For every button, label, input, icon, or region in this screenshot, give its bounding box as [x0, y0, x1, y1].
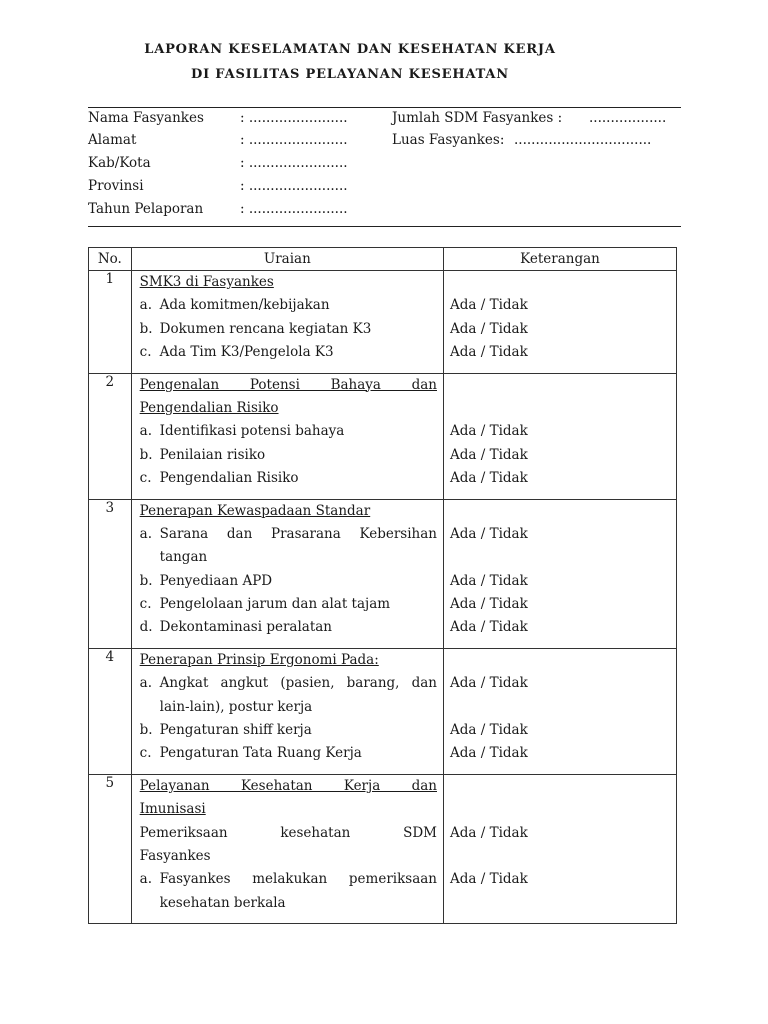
uraian-cell	[131, 373, 443, 499]
table-row	[89, 499, 677, 648]
cell-padding	[132, 365, 443, 373]
row-number: 3	[89, 499, 132, 648]
status-value: Ada / Tidak	[450, 871, 528, 888]
header-rule-bottom	[88, 226, 681, 227]
section-title: Pengenalan Potensi Bahaya dan	[139, 376, 437, 393]
keterangan-cell	[444, 648, 677, 774]
status-value: Ada / Tidak	[450, 619, 528, 636]
header-no: No.	[89, 248, 132, 271]
keterangan-spacer	[444, 775, 676, 798]
list-item	[132, 318, 443, 341]
table-row	[89, 648, 677, 774]
section-title: Penerapan Prinsip Ergonomi Pada:	[139, 651, 379, 668]
section-title: Imunisasi	[139, 801, 206, 818]
list-item	[132, 444, 443, 467]
list-marker: a.	[139, 675, 152, 692]
document-title-line-2: DI FASILITAS PELAYANAN KESEHATAN	[191, 67, 509, 82]
uraian-cell	[131, 499, 443, 648]
list-item-text: lain-lain), postur kerja	[159, 698, 313, 715]
cell-padding	[444, 491, 676, 499]
list-marker: a.	[139, 297, 152, 314]
status-value: Ada / Tidak	[450, 675, 528, 692]
uraian-cell	[131, 648, 443, 774]
table-row	[89, 373, 677, 499]
status-value: Ada / Tidak	[450, 446, 528, 463]
keterangan-cell	[444, 373, 677, 499]
list-item-text: Penilaian risiko	[159, 446, 266, 463]
list-item-text: Identifikasi potensi bahaya	[159, 423, 345, 440]
status-value: Ada / Tidak	[450, 525, 528, 542]
header-rule-top	[88, 107, 681, 108]
info-row	[392, 110, 682, 130]
list-marker: c.	[139, 344, 152, 361]
cell-padding	[132, 491, 443, 499]
info-label: Provinsi	[88, 178, 144, 194]
keterangan-spacer	[444, 798, 676, 821]
list-marker: a.	[139, 423, 152, 440]
keterangan-spacer	[444, 546, 676, 569]
row-number: 4	[89, 648, 132, 774]
list-marker: d.	[139, 619, 153, 636]
section-title: Penerapan Kewaspadaan Standar	[139, 502, 371, 519]
keterangan-spacer	[444, 374, 676, 397]
section-title: Pengendalian Risiko	[139, 399, 279, 416]
info-label: Jumlah SDM Fasyankes :	[392, 110, 563, 126]
keterangan-cell	[444, 499, 677, 648]
keterangan-spacer	[444, 649, 676, 672]
info-row	[88, 132, 378, 152]
info-value: : .......................	[240, 132, 348, 148]
list-item	[132, 341, 443, 364]
table-row	[89, 271, 677, 374]
info-label: Kab/Kota	[88, 155, 151, 171]
info-row	[392, 132, 682, 152]
list-marker: b.	[139, 446, 153, 463]
row-number: 5	[89, 774, 132, 923]
info-value: : .......................	[240, 201, 348, 217]
status-value: Ada / Tidak	[450, 745, 528, 762]
uraian-cell	[131, 774, 443, 923]
list-item	[132, 570, 443, 593]
list-marker: a.	[139, 525, 152, 542]
header-uraian: Uraian	[131, 248, 443, 271]
list-marker: b.	[139, 572, 153, 589]
status-value: Ada / Tidak	[450, 470, 528, 487]
keterangan-spacer	[444, 271, 676, 294]
list-item	[132, 672, 443, 695]
list-item-text: kesehatan berkala	[159, 894, 286, 911]
status-value: Ada / Tidak	[450, 596, 528, 613]
cell-padding	[132, 915, 443, 923]
row-number: 2	[89, 373, 132, 499]
info-value: : .......................	[240, 178, 348, 194]
info-value: ..................	[589, 110, 667, 126]
cell-padding	[132, 640, 443, 648]
list-item	[132, 616, 443, 639]
list-item-text: Angkat angkut (pasien, barang, dan	[159, 675, 437, 692]
list-marker: a.	[139, 871, 152, 888]
list-item	[132, 868, 443, 891]
section-title: Pelayanan Kesehatan Kerja dan	[139, 777, 437, 794]
list-marker: b.	[139, 320, 153, 337]
list-item-text: Fasyankes	[139, 847, 211, 864]
list-marker: c.	[139, 596, 152, 613]
list-item	[132, 420, 443, 443]
cell-padding	[132, 766, 443, 774]
keterangan-spacer	[444, 845, 676, 868]
cell-padding	[444, 365, 676, 373]
list-item	[132, 467, 443, 490]
table-header-row	[89, 248, 677, 271]
list-item-text: Sarana dan Prasarana Kebersihan	[159, 525, 437, 542]
keterangan-cell	[444, 271, 677, 374]
uraian-cell	[131, 271, 443, 374]
info-row	[88, 110, 378, 130]
status-value: Ada / Tidak	[450, 572, 528, 589]
list-item	[132, 593, 443, 616]
keterangan-spacer	[444, 500, 676, 523]
list-item-text: tangan	[159, 549, 208, 566]
list-item-text: Ada Tim K3/Pengelola K3	[159, 344, 334, 361]
cell-padding	[444, 766, 676, 774]
report-table	[88, 247, 677, 924]
table-row	[89, 774, 677, 923]
info-row	[88, 201, 378, 221]
info-value: : .......................	[240, 110, 348, 126]
list-item	[132, 719, 443, 742]
row-number: 1	[89, 271, 132, 374]
list-item	[132, 294, 443, 317]
status-value: Ada / Tidak	[450, 423, 528, 440]
info-row	[88, 178, 378, 198]
list-item-text: Ada komitmen/kebijakan	[159, 297, 330, 314]
section-title: SMK3 di Fasyankes	[139, 274, 274, 290]
list-item-text: Penyediaan APD	[159, 572, 273, 589]
list-item-text: Dokumen rencana kegiatan K3	[159, 320, 372, 337]
list-item-text: Pengendalian Risiko	[159, 470, 299, 487]
info-label: Tahun Pelaporan	[88, 201, 204, 217]
list-marker: b.	[139, 722, 153, 739]
info-row	[88, 155, 378, 175]
list-item-text: Pengaturan shiff kerja	[159, 722, 312, 739]
list-item-text: Pengaturan Tata Ruang Kerja	[159, 745, 362, 762]
status-value: Ada / Tidak	[450, 344, 528, 361]
info-value: : .......................	[240, 155, 348, 171]
cell-padding	[444, 640, 676, 648]
cell-padding	[444, 915, 676, 923]
info-label: Nama Fasyankes	[88, 110, 204, 126]
list-item-text: Fasyankes melakukan pemeriksaan	[159, 871, 437, 888]
info-label: Luas Fasyankes:	[392, 132, 505, 148]
status-value: Ada / Tidak	[450, 824, 528, 841]
list-item	[132, 523, 443, 546]
status-value: Ada / Tidak	[450, 297, 528, 314]
list-marker: c.	[139, 745, 152, 762]
status-value: Ada / Tidak	[450, 320, 528, 337]
info-label: Alamat	[88, 132, 137, 148]
document-title-line-1: LAPORAN KESELAMATAN DAN KESEHATAN KERJA	[144, 42, 556, 57]
list-item-text: Dekontaminasi peralatan	[159, 619, 332, 636]
status-value: Ada / Tidak	[450, 722, 528, 739]
keterangan-spacer	[444, 397, 676, 420]
header-keterangan: Keterangan	[444, 248, 677, 271]
list-item	[132, 742, 443, 765]
keterangan-spacer	[444, 696, 676, 719]
keterangan-spacer	[444, 892, 676, 915]
list-item-text: Pemeriksaan kesehatan SDM	[139, 824, 437, 841]
list-item-text: Pengelolaan jarum dan alat tajam	[159, 596, 391, 613]
info-value: ................................	[514, 132, 652, 148]
keterangan-cell	[444, 774, 677, 923]
list-marker: c.	[139, 470, 152, 487]
